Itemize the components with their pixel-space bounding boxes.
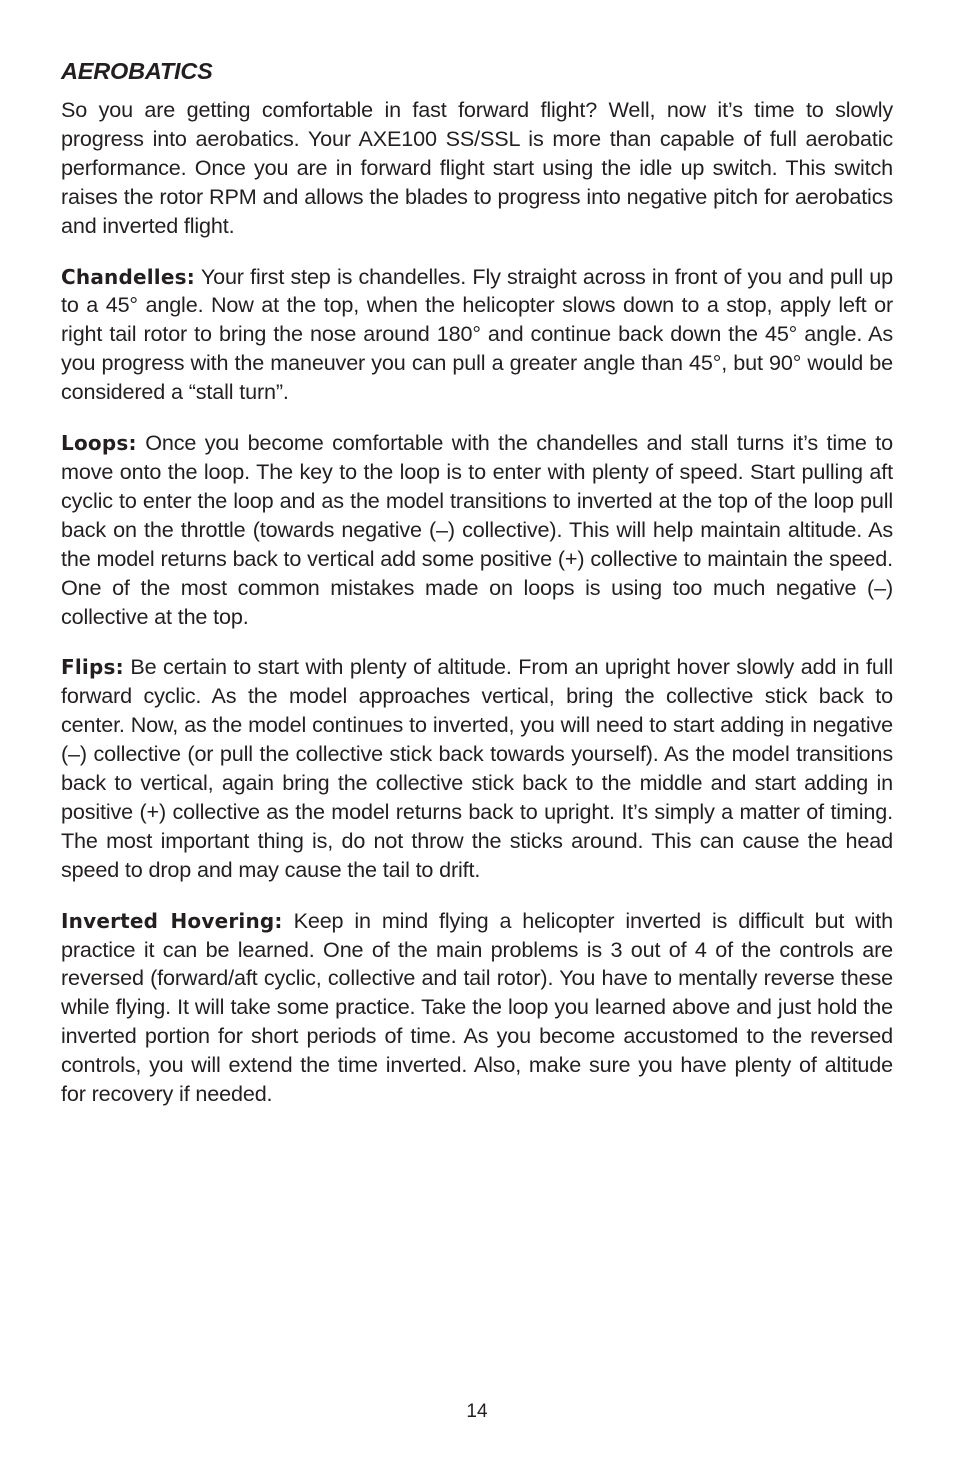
flips-text: Be certain to start with plenty of altitude. From an upright hover slowly add in full forward cyclic. As the model approaches vertical, bring the collective stick back to center. Now, as the model continues to inverted, you will need to start adding in negative (–) collective (or pull the collective stick back towards yourself). As the model transitions back to vertical, again bring the collective stick back to the middle and start adding in positive (+) collective as the model returns back to upright. It’s simply a matter of timing. The most important thing is, do not throw the sticks around. This can cause the head speed to drop and may cause the tail to drift. bbox=[61, 654, 893, 882]
manual-page-content bbox=[61, 56, 893, 1131]
loops-paragraph bbox=[61, 429, 893, 631]
chandelles-text: Your first step is chandelles. Fly straight across in front of you and pull up to a 45° angle. Now at the top, when the helicopter slows down to a stop, apply left or right tail rotor to bring the nose around 180° and continue back down the 45° angle. As you progress with the maneuver you can pull a greater angle than 45°, but 90° would be considered a “stall turn”. bbox=[61, 263, 893, 405]
loops-lead: Loops: bbox=[61, 431, 137, 456]
section-heading: AEROBATICS bbox=[61, 58, 213, 84]
flips-paragraph bbox=[61, 653, 893, 884]
loops-text: Once you become comfortable with the chandelles and stall turns it’s time to move onto the loop. The key to the loop is to enter with plenty of speed. Start pulling aft cyclic to enter the loop and as the model transitions to inverted at the top of the loop pull back on the throttle (towards negative (–) collective). This will help maintain altitude. As the model returns back to vertical add some positive (+) collective to maintain the speed. One of the most common mistakes made on loops is using too much negative (–) collective at the top. bbox=[61, 430, 893, 629]
inverted-hovering-text: Keep in mind flying a helicopter inverted is difficult but with practice it can be learned. One of the main problems is 3 out of 4 of the controls are reversed (forward/aft cyclic, collective and tail rotor). You have to mentally reverse these while flying. It will take some practice. Take the loop you learned above and just hold the inverted portion for short periods of time. As you become accustomed to the reversed controls, you will extend the time inverted. Also, make sure you have plenty of altitude for recovery if needed. bbox=[61, 907, 893, 1107]
chandelles-paragraph bbox=[61, 263, 893, 408]
chandelles-lead: Chandelles: bbox=[61, 264, 195, 289]
inverted-hovering-paragraph bbox=[61, 907, 893, 1109]
intro-paragraph: So you are getting comfortable in fast forward flight? Well, now it’s time to slowly progress into aerobatics. Your AXE100 SS/SSL is more than capable of full aerobatic performance. Once you are in forward flight start using the idle up switch. This switch raises the rotor RPM and allows the blades to progress into negative pitch for aerobatics and inverted flight. bbox=[61, 97, 893, 238]
inverted-hovering-lead: Inverted Hovering: bbox=[61, 908, 283, 933]
page-number: 14 bbox=[466, 1401, 488, 1422]
flips-lead: Flips: bbox=[61, 655, 124, 680]
